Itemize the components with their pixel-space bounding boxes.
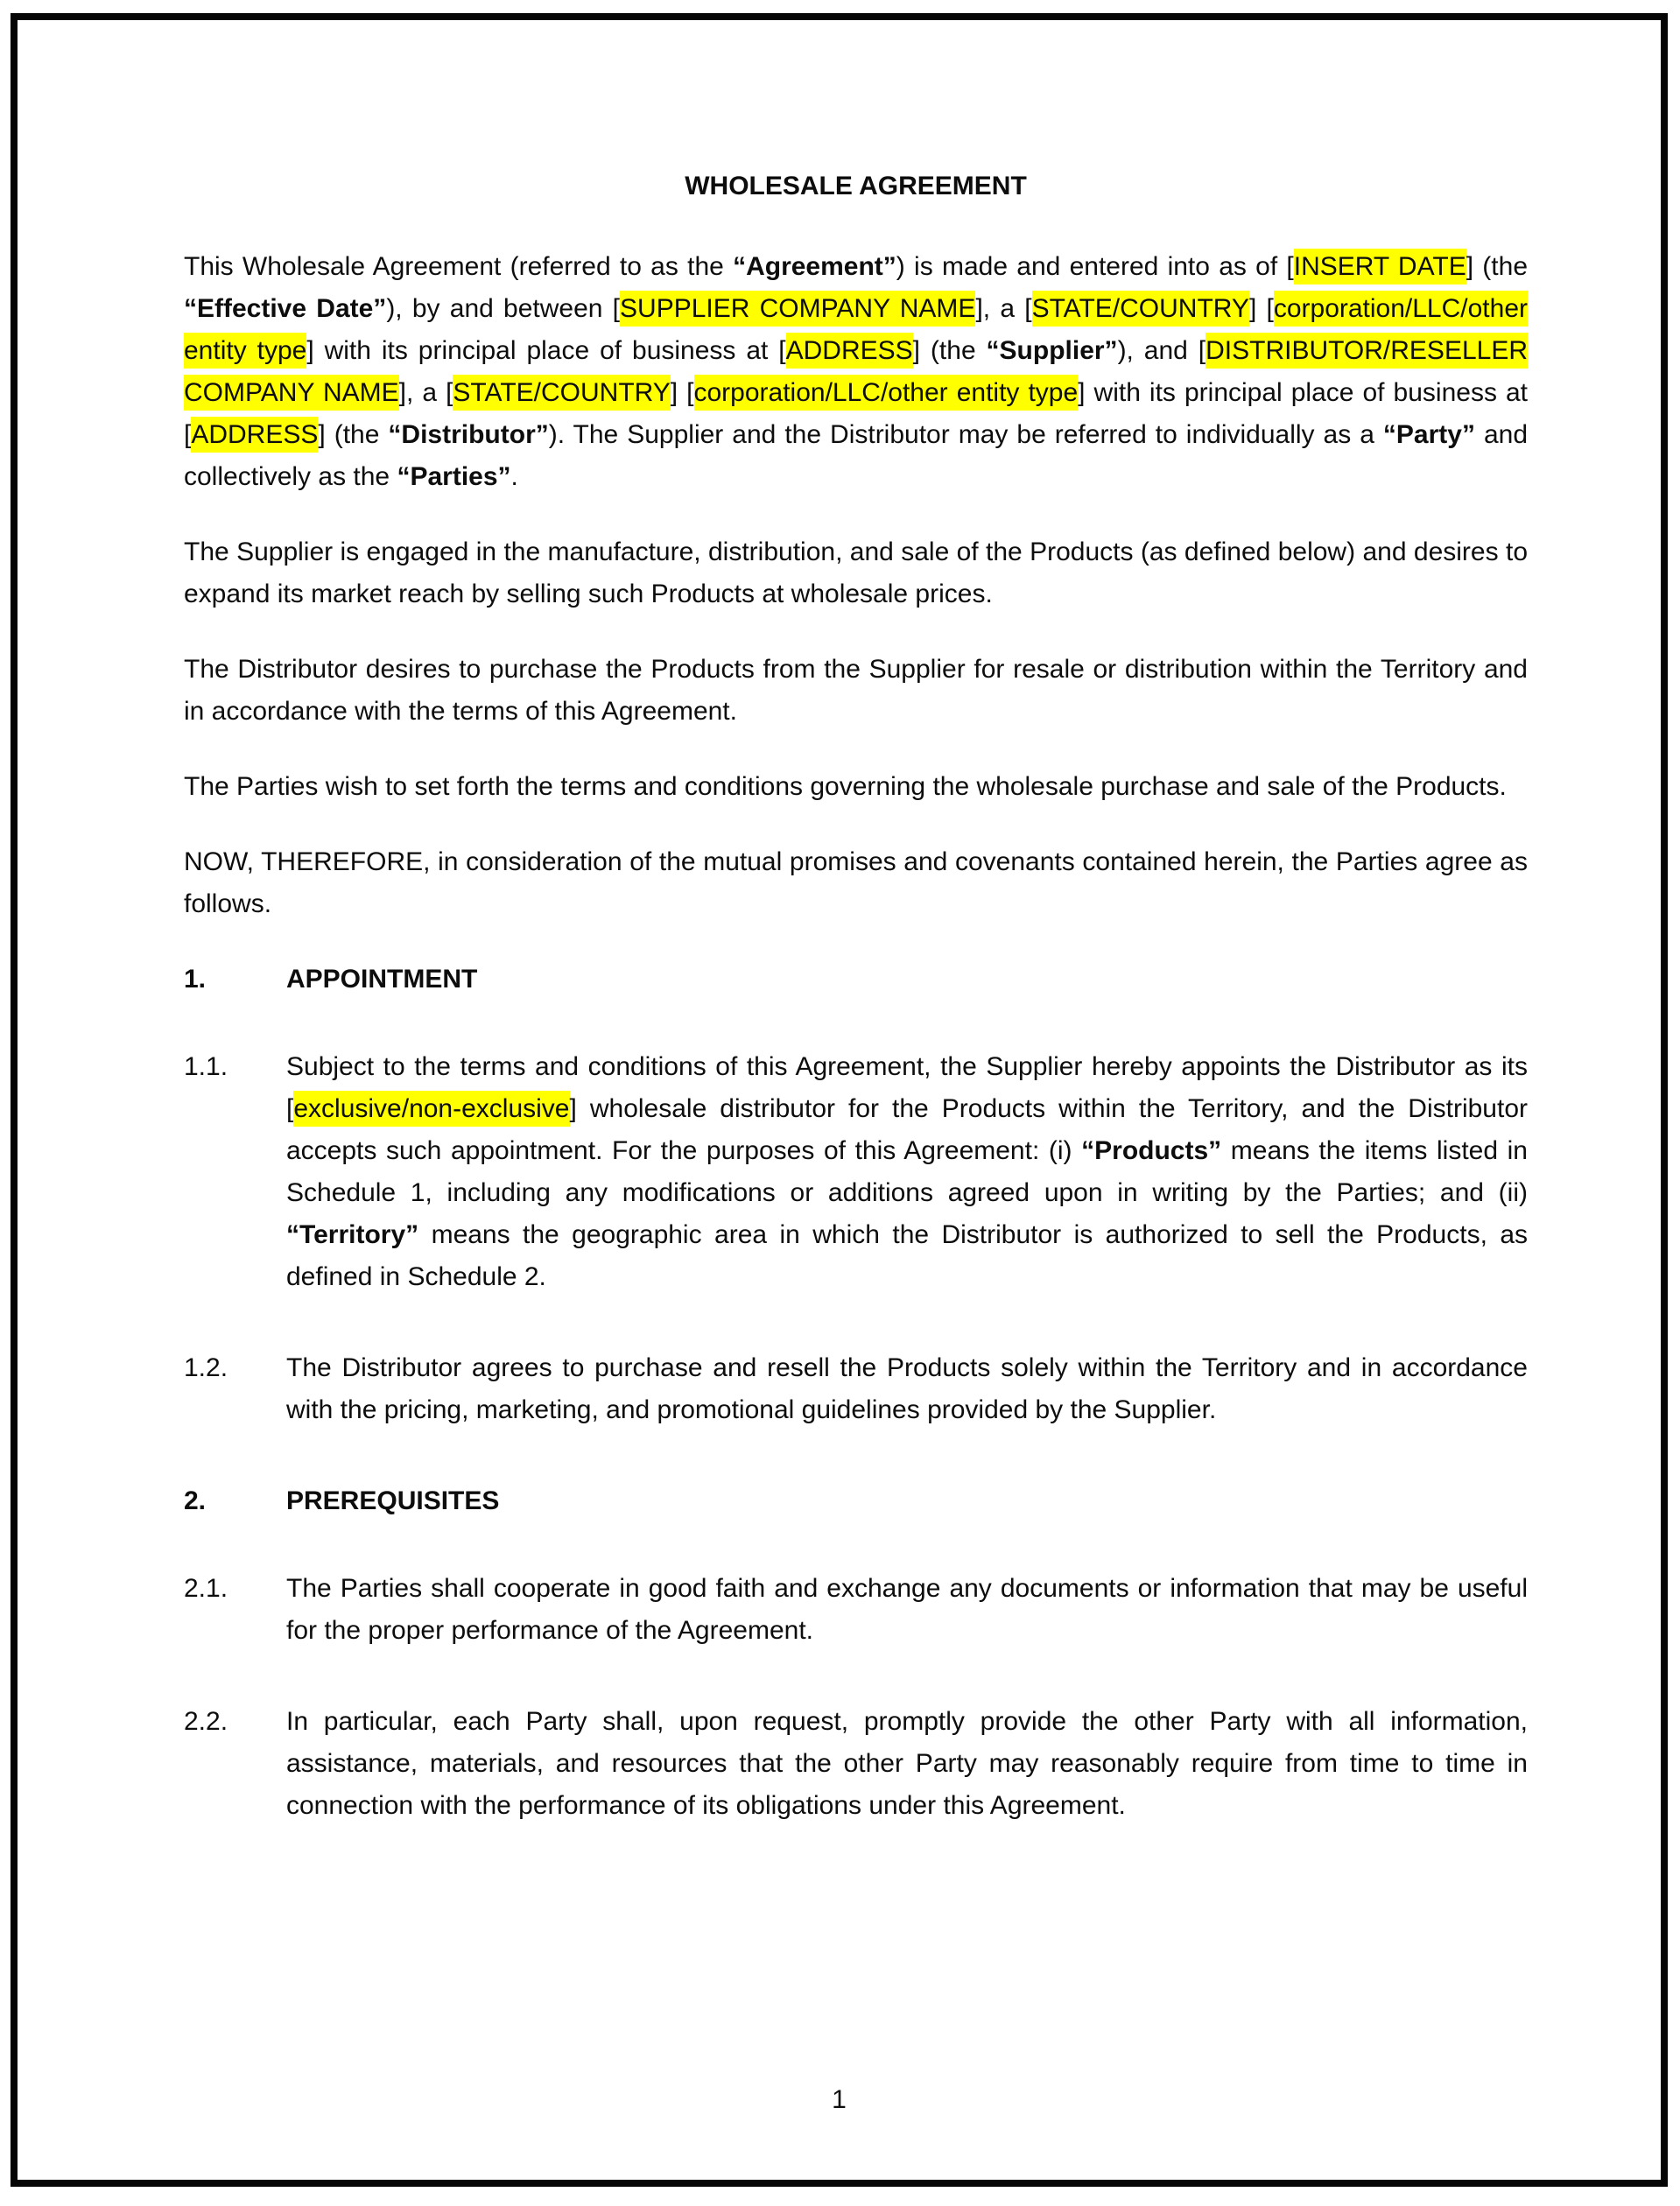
text-run: “Agreement” <box>733 252 896 281</box>
text-run: ] with its principal place of business at [ <box>306 336 786 365</box>
text-run: “Parties” <box>397 462 511 491</box>
clause-text <box>286 1046 1528 1298</box>
text-run: ] (the <box>912 336 987 365</box>
text-run: The Parties shall cooperate in good faith and exchange any documents or information that may be useful for the proper performance of the Agreement. <box>286 1574 1528 1645</box>
section-label: APPOINTMENT <box>286 965 478 994</box>
text-run: ), and [ <box>1117 336 1206 365</box>
text-run: This Wholesale Agreement (referred to as the <box>184 252 734 281</box>
text-run: . <box>510 462 518 491</box>
clause-number: 1.1. <box>184 1052 228 1081</box>
text-run: ], a [ <box>398 378 453 407</box>
text-run: “Supplier” <box>986 336 1118 365</box>
section-label: PREREQUISITES <box>286 1486 500 1515</box>
page-border <box>11 13 1668 2187</box>
highlighted-placeholder: ADDRESS <box>191 417 318 453</box>
text-run: In particular, each Party shall, upon request, promptly provide the other Party with all information, assistance, materials, and resources that the other Party may reasonably require from time to time in connection with the performance of its obligations under this Agreement. <box>286 1707 1528 1820</box>
now-therefore-paragraph <box>184 841 1528 925</box>
text-run: means the items listed in Schedule 1, including any modifications or additions agreed upon in writing by the Parties; and (ii) <box>286 1136 1528 1207</box>
section-number: 2. <box>184 1486 207 1515</box>
text-run: “Products” <box>1081 1136 1222 1165</box>
highlighted-placeholder: STATE/COUNTRY <box>453 375 670 411</box>
clause-1-1 <box>184 1046 1528 1298</box>
text-run: The Distributor desires to purchase the Products from the Supplier for resale or distribution within the Territory and in accordance with the terms of this Agreement. <box>184 655 1528 726</box>
highlighted-placeholder: STATE/COUNTRY <box>1032 291 1249 327</box>
highlighted-placeholder: ADDRESS <box>786 333 913 369</box>
text-run: ], a [ <box>975 294 1032 323</box>
text-run: “Party” <box>1382 420 1475 449</box>
section-heading-appointment <box>184 959 1528 1001</box>
text-run: The Supplier is engaged in the manufacture, distribution, and sale of the Products (as defined below) and desires to expand its market reach by selling such Products at wholesale prices. <box>184 537 1528 608</box>
text-run: “Effective Date” <box>184 294 387 323</box>
clause-text <box>286 1701 1528 1827</box>
section-heading-prerequisites <box>184 1480 1528 1522</box>
text-run: ). The Supplier and the Distributor may be referred to individually as a <box>548 420 1383 449</box>
clause-number: 2.2. <box>184 1707 228 1736</box>
text-run: ] with its principal place of business at [ <box>184 378 1529 449</box>
highlighted-placeholder: SUPPLIER COMPANY NAME <box>620 291 975 327</box>
text-run: ] [ <box>670 378 694 407</box>
recital-supplier-paragraph <box>184 531 1528 615</box>
text-run: ] (the <box>318 420 389 449</box>
page-number: 1 <box>832 2085 847 2114</box>
highlighted-placeholder: corporation/LLC/other entity type <box>184 291 1528 369</box>
recital-distributor-paragraph <box>184 649 1528 733</box>
section-number: 1. <box>184 965 207 994</box>
text-run: ) is made and entered into as of [ <box>896 252 1294 281</box>
text-run: ), by and between [ <box>386 294 621 323</box>
document-title: WHOLESALE AGREEMENT <box>685 172 1027 200</box>
recital-parties-paragraph <box>184 766 1528 808</box>
text-run: ] (the <box>1466 252 1529 281</box>
text-run: The Distributor agrees to purchase and resell the Products solely within the Territory and in accordance with the pricing, marketing, and promotional guidelines provided by the Supplier. <box>286 1353 1528 1424</box>
highlighted-placeholder: DISTRIBUTOR/RESELLER COMPANY NAME <box>184 333 1528 411</box>
text-run: ] [ <box>1248 294 1274 323</box>
text-run: NOW, THEREFORE, in consideration of the mutual promises and covenants contained herein, the Parties agree as follows. <box>184 847 1528 918</box>
highlighted-placeholder: exclusive/non-exclusive <box>293 1091 569 1127</box>
intro-paragraph <box>184 246 1528 498</box>
text-run: “Distributor” <box>388 420 549 449</box>
text-run: ] wholesale distributor for the Products within the Territory, and the Distributor accepts such appointment. For the purposes of this Agreement: (i) <box>286 1094 1528 1165</box>
clause-number: 1.2. <box>184 1353 228 1382</box>
clause-number: 2.1. <box>184 1574 228 1603</box>
highlighted-placeholder: INSERT DATE <box>1294 249 1466 285</box>
text-run: and collectively as the <box>184 420 1529 491</box>
text-run: The Parties wish to set forth the terms and conditions governing the wholesale purchase and sale of the Products. <box>184 772 1507 801</box>
clause-text <box>286 1347 1528 1431</box>
clause-2-2 <box>184 1701 1528 1827</box>
highlighted-placeholder: corporation/LLC/other entity type <box>694 375 1079 411</box>
clause-1-2 <box>184 1347 1528 1431</box>
text-run: Subject to the terms and conditions of this Agreement, the Supplier hereby appoints the Distributor as its [ <box>286 1052 1528 1123</box>
text-run: “Territory” <box>286 1220 419 1249</box>
text-run: means the geographic area in which the Distributor is authorized to sell the Products, as defined in Schedule 2. <box>286 1220 1528 1291</box>
clause-text <box>286 1568 1528 1652</box>
clause-2-1 <box>184 1568 1528 1652</box>
document-body <box>184 165 1528 1876</box>
